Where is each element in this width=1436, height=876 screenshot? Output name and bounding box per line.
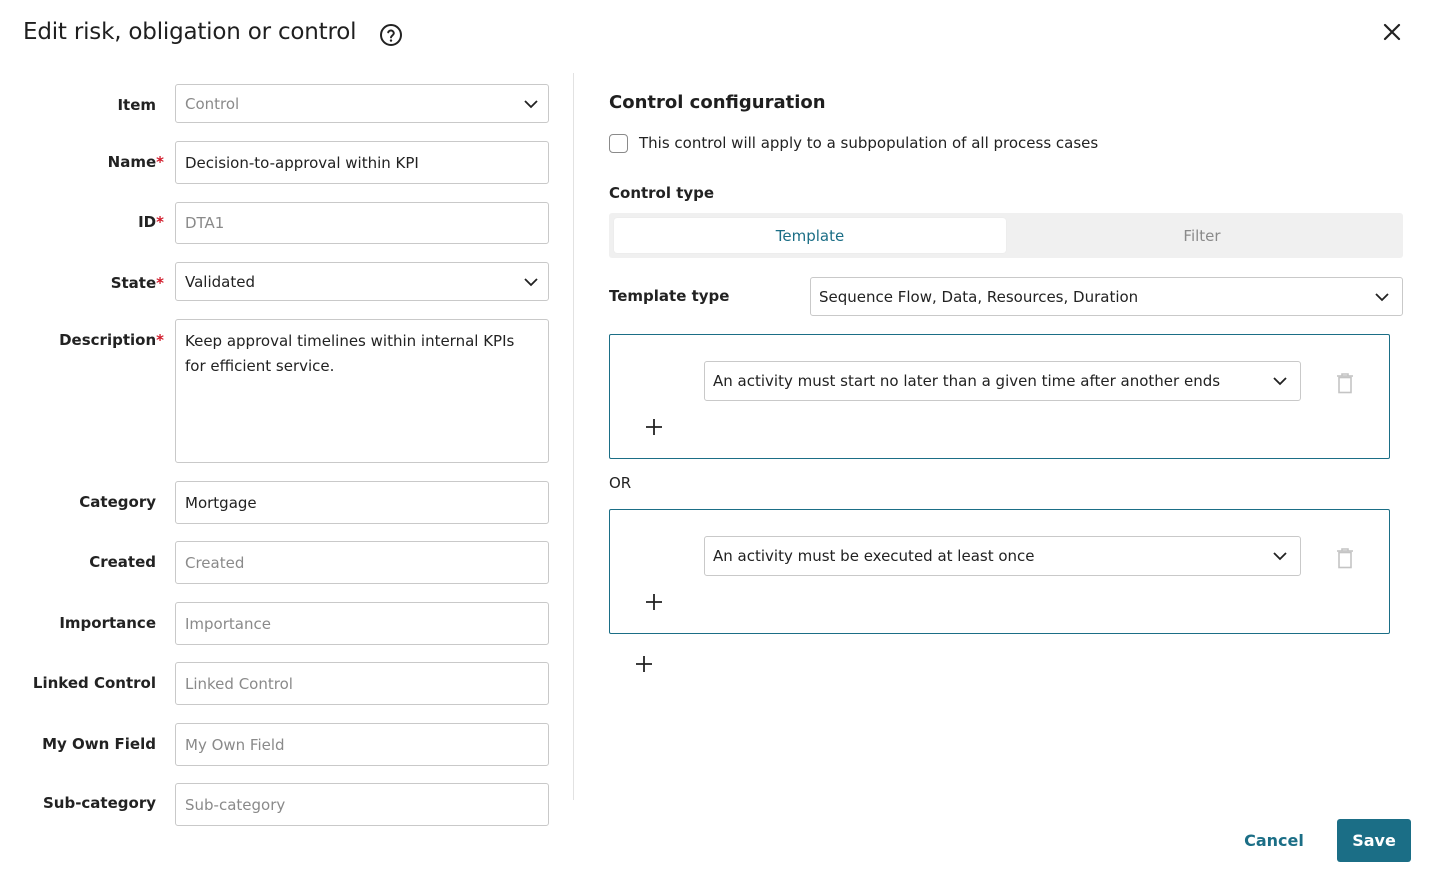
id-label: ID*	[138, 213, 164, 231]
chevron-down-icon	[523, 274, 539, 290]
chevron-down-icon	[523, 96, 539, 112]
cancel-button[interactable]: Cancel	[1232, 819, 1316, 861]
condition-group	[609, 334, 1390, 459]
item-value: Control	[185, 94, 240, 113]
chevron-down-icon	[1272, 548, 1288, 564]
subpopulation-checkbox[interactable]	[609, 134, 628, 153]
add-condition-plus-icon[interactable]	[644, 417, 664, 437]
subcategory-label: Sub-category	[42, 794, 156, 812]
condition-value: An activity must start no later than a given time after another ends	[713, 372, 1221, 390]
column-divider	[573, 73, 574, 800]
subpopulation-label: This control will apply to a subpopulation of all process cases	[639, 134, 1099, 152]
control-type-label: Control type	[609, 184, 715, 202]
name-input[interactable]	[175, 141, 549, 184]
dialog-title: Edit risk, obligation or control	[23, 19, 357, 45]
save-button[interactable]: Save	[1337, 819, 1411, 862]
chevron-down-icon	[1272, 373, 1288, 389]
importance-input[interactable]	[175, 602, 549, 645]
control-type-toggle	[609, 213, 1403, 258]
created-label: Created	[89, 553, 156, 571]
condition-select[interactable]	[704, 361, 1301, 401]
condition-value: An activity must be executed at least once	[713, 547, 1035, 565]
linked-control-input[interactable]	[175, 662, 549, 705]
id-input[interactable]	[175, 202, 549, 244]
chevron-down-icon	[1374, 289, 1390, 305]
state-value: Validated	[185, 272, 255, 291]
my-own-field-input[interactable]	[175, 723, 549, 766]
category-label: Category	[79, 493, 156, 511]
help-icon[interactable]	[379, 23, 403, 47]
category-input[interactable]	[175, 481, 549, 524]
created-input[interactable]	[175, 541, 549, 584]
state-label: State*	[110, 274, 164, 292]
control-configuration-title: Control configuration	[609, 92, 826, 113]
close-icon[interactable]	[1380, 20, 1404, 44]
trash-icon[interactable]	[1336, 372, 1354, 394]
tab-filter[interactable]: Filter	[1183, 226, 1221, 245]
template-type-select[interactable]	[810, 277, 1403, 316]
dialog-header	[0, 0, 1436, 70]
details-form	[0, 70, 565, 812]
add-condition-plus-icon[interactable]	[644, 592, 664, 612]
description-label: Description*	[59, 331, 164, 349]
my-own-field-label: My Own Field	[42, 735, 156, 753]
condition-select[interactable]	[704, 536, 1301, 576]
or-separator: OR	[609, 474, 632, 492]
item-label: Item	[117, 96, 156, 114]
description-textarea[interactable]	[175, 319, 549, 463]
name-label: Name*	[107, 153, 164, 171]
state-select[interactable]	[175, 262, 549, 301]
template-type-value: Sequence Flow, Data, Resources, Duration	[819, 287, 1139, 306]
importance-label: Importance	[59, 614, 156, 632]
item-select[interactable]	[175, 84, 549, 123]
subcategory-input[interactable]	[175, 783, 549, 826]
template-type-label: Template type	[609, 287, 730, 305]
condition-group	[609, 509, 1390, 634]
add-group-plus-icon[interactable]	[634, 654, 654, 674]
tab-template[interactable]: Template	[614, 218, 1006, 253]
trash-icon[interactable]	[1336, 547, 1354, 569]
linked-control-label: Linked Control	[32, 674, 156, 692]
